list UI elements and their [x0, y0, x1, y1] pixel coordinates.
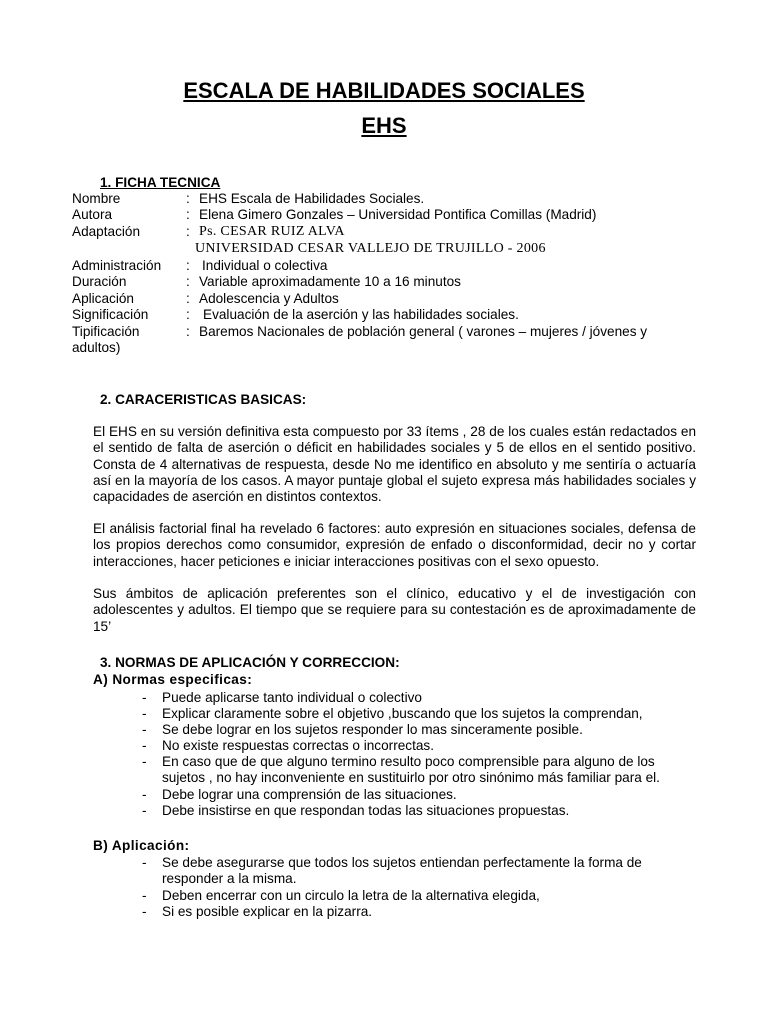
ficha-colon: :	[186, 191, 190, 206]
ficha-label: Autora	[72, 207, 113, 222]
list-dash: -	[142, 754, 147, 769]
ficha-value-continued: UNIVERSIDAD CESAR VALLEJO DE TRUJILLO - 2006	[195, 241, 546, 256]
subheading-aplicacion: B) Aplicación:	[93, 838, 190, 853]
document-title: ESCALA DE HABILIDADES SOCIALES	[183, 78, 585, 103]
ficha-colon: :	[186, 291, 190, 306]
ficha-colon: :	[186, 307, 190, 322]
paragraph-descripcion: El EHS en su versión definitiva esta compuesto por 33 ítems , 28 de los cuales están redactados en el sentido de falta de aserción o déficit en habilidades sociales y 5 de ellos en el sentido positivo. Consta de 4 alternativas de respuesta, desde No me identifico en absoluto y me sentiría o actuaría así en la mayoría de los casos. A mayor puntaje global el sujeto expresa más habilidades sociales y capacidades de aserción en distintos contextos.	[93, 424, 696, 505]
list-dash: -	[142, 787, 147, 802]
paragraph-ambitos: Sus ámbitos de aplicación preferentes son el clínico, educativo y el de investigación con adolescentes y adultos. El tiempo que se requiere para su contestación es de aproximadamente de 15’	[93, 586, 696, 634]
list-item-text: Debe insistirse en que respondan todas las situaciones propuestas.	[162, 803, 570, 818]
ficha-value: Variable aproximadamente 10 a 16 minutos	[199, 274, 461, 289]
list-dash: -	[142, 706, 147, 721]
list-item-text: Debe lograr una comprensión de las situaciones.	[162, 787, 457, 802]
document-subtitle: EHS	[361, 113, 407, 138]
ficha-label: Adaptación	[72, 224, 141, 239]
paragraph-factores: El análisis factorial final ha revelado 6 factores: auto expresión en situaciones sociales, defensa de los propios derechos como consumidor, expresión de enfado o disconformidad, decir no y cortar interacciones, hacer peticiones e iniciar interacciones positivas con el sexo opuesto.	[93, 521, 696, 569]
list-item-text: Se debe asegurarse que todos los sujetos entiendan perfectamente la forma de responder a la misma.	[162, 855, 642, 887]
ficha-value: EHS Escala de Habilidades Sociales.	[199, 191, 425, 206]
ficha-value: Ps. CESAR RUIZ ALVA	[199, 224, 345, 239]
section-heading-normas: 3. NORMAS DE APLICACIÓN Y CORRECCION:	[100, 655, 400, 670]
list-item-text: En caso que de que alguno termino resulto poco comprensible para alguno de los sujetos , no hay inconveniente en sustituirlo por otro sinónimo más familiar para el.	[162, 754, 660, 786]
ficha-value: Elena Gimero Gonzales – Universidad Pontifica Comillas (Madrid)	[199, 207, 597, 222]
ficha-value: Individual o colectiva	[202, 258, 328, 273]
list-item-text: Explicar claramente sobre el objetivo ,buscando que los sujetos la comprendan,	[162, 706, 643, 721]
list-dash: -	[142, 904, 147, 919]
ficha-colon: :	[186, 274, 190, 289]
section-heading-caracteristicas: 2. CARACERISTICAS BASICAS:	[100, 392, 307, 407]
ficha-value-continued: adultos)	[72, 340, 121, 355]
list-item-text: Si es posible explicar en la pizarra.	[162, 904, 373, 919]
list-dash: -	[142, 722, 147, 737]
ficha-label: Significación	[72, 307, 149, 322]
list-item-text: Deben encerrar con un circulo la letra de la alternativa elegida,	[162, 888, 540, 903]
list-item-text: Se debe lograr en los sujetos responder lo mas sinceramente posible.	[162, 722, 583, 737]
list-dash: -	[142, 803, 147, 818]
ficha-colon: :	[186, 224, 190, 239]
ficha-label: Tipificación	[72, 324, 140, 339]
list-item-text: No existe respuestas correctas o incorrectas.	[162, 738, 434, 753]
list-dash: -	[142, 738, 147, 753]
ficha-value: Adolescencia y Adultos	[199, 291, 339, 306]
subheading-normas-especificas: A) Normas especificas:	[93, 672, 253, 687]
list-dash: -	[142, 888, 147, 903]
ficha-label: Duración	[72, 274, 127, 289]
ficha-value: Baremos Nacionales de población general ( varones – mujeres / jóvenes y	[199, 324, 648, 339]
list-item-text: Puede aplicarse tanto individual o colectivo	[162, 690, 422, 705]
ficha-label: Nombre	[72, 191, 121, 206]
ficha-value: Evaluación de la aserción y las habilidades sociales.	[203, 307, 519, 322]
section-heading-ficha-tecnica: 1. FICHA TECNICA	[100, 175, 221, 190]
list-dash: -	[142, 690, 147, 705]
ficha-colon: :	[186, 324, 190, 339]
list-dash: -	[142, 855, 147, 870]
ficha-label: Aplicación	[72, 291, 134, 306]
ficha-colon: :	[186, 207, 190, 222]
ficha-label: Administración	[72, 258, 162, 273]
ficha-colon: :	[186, 258, 190, 273]
